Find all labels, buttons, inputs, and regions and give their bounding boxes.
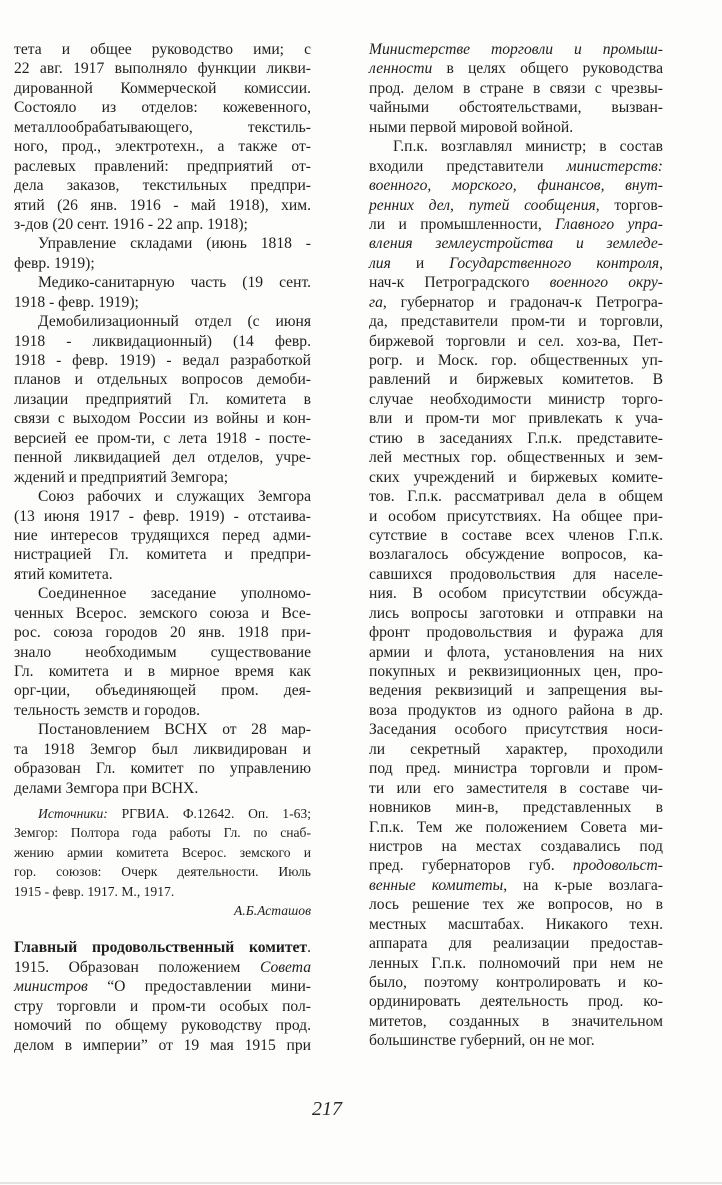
text-line: ведения реквизиций и запрещения вы- xyxy=(369,682,663,700)
text-line: под пред. министра торговли и пром- xyxy=(369,760,663,778)
text-line: митетов, созданных в значительном xyxy=(369,1012,663,1030)
text-line: ятий (26 янв. 1916 - май 1918), хим. xyxy=(14,196,311,214)
text-line: Демобилизационный отдел (с июня xyxy=(38,313,311,331)
text-line: лось решение тех же вопросов, но в xyxy=(369,896,663,914)
text-line: случае необходимости министр торго- xyxy=(369,390,663,408)
text-span: , на к-рые возлага- xyxy=(503,876,663,894)
entry-main-food-committee xyxy=(14,938,311,1055)
text-span: , торгов- xyxy=(595,196,663,214)
text-span: пред. губернаторов губ. xyxy=(369,857,573,875)
text-line: та 1918 Земгор был ликвидирован и xyxy=(14,740,311,758)
text-line: возлагалось обсуждение вопросов, ка- xyxy=(369,546,663,564)
paragraph-medical xyxy=(14,273,311,312)
italic-term: венные комитеты xyxy=(369,876,504,894)
page-number: 217 xyxy=(312,1098,342,1120)
paragraph-composition xyxy=(369,137,663,1051)
text-line: вления землеустройства и земледе- xyxy=(369,235,663,253)
text-line xyxy=(369,254,663,273)
text-span: ли и промышленности, xyxy=(369,215,556,233)
text-line: тельность земств и городов. xyxy=(14,701,201,719)
paragraph-joint-meeting xyxy=(14,584,311,720)
italic-term: военного окру- xyxy=(549,274,663,292)
text-span: “О предоставлении мини- xyxy=(87,978,311,996)
text-line: 22 авг. 1917 выполняло функции ликви- xyxy=(14,60,311,78)
text-line: стру торговли и пром-ти особых пол- xyxy=(14,997,311,1015)
text-line: да, представители пром-ти и торговли, xyxy=(369,313,663,331)
text-line: ли секретный характер, проходили xyxy=(369,740,663,758)
text-span: 1915. Образован положением xyxy=(14,958,260,976)
text-line: тета и общее руководство ими; с xyxy=(14,41,311,58)
text-line: было, поэтому контролировать и ко- xyxy=(369,974,663,991)
text-line: ленных Г.п.к. полномочий при нем не xyxy=(369,954,663,972)
text-line: военного, морского, финансов, внут- xyxy=(369,177,663,195)
text-line: ских учреждений и биржевых комите- xyxy=(369,468,663,486)
text-line: планов и отдельных вопросов демоби- xyxy=(14,371,311,389)
text-line: новников мин-в, представленных в xyxy=(369,799,663,817)
text-line xyxy=(369,215,663,234)
text-line xyxy=(369,196,663,215)
text-line: ния. В особом присутствии обсужда- xyxy=(369,585,663,603)
text-line: знало необходимым существование xyxy=(14,643,311,661)
text-line: рогр. и Моск. гор. общественных уп- xyxy=(369,352,663,369)
text-line: Министерстве торговли и промыш- xyxy=(369,41,663,58)
text-line: армии и флота, установления на них xyxy=(369,643,663,661)
text-line: пенной ликвидацией дел отделов, учре- xyxy=(14,449,311,467)
text-line: ятий комитета. xyxy=(14,565,113,583)
italic-term: га xyxy=(369,293,383,311)
text-line: дированной Коммерческой комиссии. xyxy=(14,79,311,97)
italic-term: Совета xyxy=(259,958,311,976)
left-column xyxy=(14,40,311,1055)
text-line: делом в империи” от 19 мая 1915 при xyxy=(14,1036,311,1054)
text-line: покупных и реквизиционных цен, про- xyxy=(369,663,663,680)
text-line: ченных Всерос. земского союза и Все- xyxy=(14,604,311,622)
italic-term: лия xyxy=(369,254,391,272)
text-line: орг-ции, объединяющей пром. дея- xyxy=(14,682,311,700)
text-line: связи с выходом России из войны и кон- xyxy=(14,410,311,428)
paragraph-demobilization xyxy=(14,312,311,487)
text-line: номочий по общему руководству прод. xyxy=(14,1017,311,1035)
italic-term: ренних дел, путей сообщения xyxy=(369,196,596,214)
text-line: рос. союза городов 20 янв. 1918 при- xyxy=(14,624,311,642)
text-line: раслевых правлений: предприятий от- xyxy=(14,157,311,175)
text-line: версией ее пром-ти, с лета 1918 - посте- xyxy=(14,429,311,447)
italic-term: министерств: xyxy=(566,157,663,175)
sources-archive: РГВИА. Ф.12642. Оп. 1-63; xyxy=(107,806,311,822)
text-line: большинстве губерний, он не мог. xyxy=(369,1032,595,1050)
text-line xyxy=(14,938,311,957)
text-line: (13 июня 1917 - февр. 1919) - отстаива- xyxy=(14,507,311,525)
text-line: аппарата для реализации предостав- xyxy=(369,935,663,953)
text-line: 1918 - февр. 1919) - ведал разработкой xyxy=(14,352,311,369)
heading-period: . xyxy=(307,939,311,957)
text-line: образован Гл. комитет по управлению xyxy=(14,760,311,778)
text-line: и особом присутствиях. На общее при- xyxy=(369,507,663,525)
italic-term: продовольст- xyxy=(572,857,663,875)
italic-term: министров xyxy=(14,978,88,996)
text-line: нистрацией Гл. комитета и предпри- xyxy=(14,546,311,564)
text-line: чайными обстоятельствами, вызван- xyxy=(369,99,663,117)
text-line: фронт продовольствия и фуража для xyxy=(369,624,663,642)
sources-block xyxy=(14,804,311,920)
text-line: ными первой мировой войной. xyxy=(369,118,574,136)
paragraph-warehouse xyxy=(14,234,311,273)
text-line: Г.п.к. Тем же положением Совета ми- xyxy=(369,818,663,836)
text-line xyxy=(369,59,663,78)
text-line xyxy=(14,804,311,823)
text-line xyxy=(14,977,311,996)
scan-edge xyxy=(0,1182,722,1184)
text-span: входили представители xyxy=(369,157,567,175)
paragraph-zemgor-departments xyxy=(14,40,311,234)
text-line: 1915 - февр. 1917. М., 1917. xyxy=(14,883,175,899)
text-line: нистров на местах создавались под xyxy=(369,837,663,855)
text-line: лей местных гор. общественных и зем- xyxy=(369,449,663,467)
text-line: металлообрабатывающего, текстиль- xyxy=(14,118,311,136)
text-span: , xyxy=(659,254,663,272)
right-column xyxy=(369,40,663,1051)
text-line: местных масштабах. Никакого техн. xyxy=(369,915,663,933)
paragraph-vsnkh-resolution xyxy=(14,720,311,798)
text-line: жению армии комитета Всерос. земского и xyxy=(14,844,311,860)
text-line: равлений и биржевых комитетов. В xyxy=(369,371,663,389)
text-line: воза продуктов из одного района в др. xyxy=(369,701,663,719)
text-line: Управление складами (июнь 1818 - xyxy=(38,235,311,253)
text-line: ти или его заместителя в составе чи- xyxy=(369,779,663,797)
text-line: Медико-санитарную часть (19 сент. xyxy=(38,274,311,292)
text-line: стию в заседаниях Г.п.к. представите- xyxy=(369,429,663,447)
text-line xyxy=(369,273,663,292)
text-span: нач-к Петроградского xyxy=(369,274,550,292)
text-span: в целях общего руководства xyxy=(432,60,663,78)
text-line: ординировать деятельность прод. ко- xyxy=(369,993,663,1011)
text-line: Гл. комитета и в мирное время как xyxy=(14,663,311,680)
text-line: Земгор: Полтора года работы Гл. по снаб- xyxy=(14,825,311,841)
text-line: тов. Г.п.к. рассматривал дела в общем xyxy=(369,488,663,506)
text-line: савшихся продовольствия для населе- xyxy=(369,565,663,583)
text-line: ние интересов трудящихся перед адми- xyxy=(14,526,311,544)
text-line: ного, прод., электротехн., а также от- xyxy=(14,138,311,156)
text-line: Заседания особого присутствия носи- xyxy=(369,721,663,739)
paragraph-workers-union xyxy=(14,487,311,584)
text-line xyxy=(369,856,663,875)
text-line: Состояло из отделов: кожевенного, xyxy=(14,99,311,117)
text-line: лись вопросы заготовки и отправки на xyxy=(369,604,663,622)
text-line: прод. делом в стране в связи с чрезвы- xyxy=(369,79,663,97)
text-line: Союз рабочих и служащих Земгора xyxy=(38,488,311,506)
text-line: лизации предприятий Гл. комитета в xyxy=(14,390,311,408)
text-line: 1918 - ликвидационный) (14 февр. xyxy=(14,332,311,350)
entry-heading: Главный продовольственный комитет xyxy=(14,939,308,957)
text-line xyxy=(14,958,311,977)
text-line: Соединенное заседание уполномо- xyxy=(38,585,311,603)
text-line: 1918 - февр. 1919); xyxy=(14,293,139,311)
text-line: дела заказов, текстильных предпри- xyxy=(14,177,311,195)
text-span: и xyxy=(390,254,450,272)
paragraph-continuation xyxy=(369,40,663,137)
italic-term: ленности xyxy=(369,60,433,78)
text-line: биржевой торговли и сел. хоз-ва, Пет- xyxy=(369,332,663,350)
italic-term: Государственного контроля xyxy=(449,254,660,272)
text-line: февр. 1919); xyxy=(14,254,95,272)
text-line: вли и пром-ти мог привлекать к уча- xyxy=(369,410,663,428)
text-span: , губернатор и градонач-к Петрогра- xyxy=(382,293,663,311)
text-line: Постановлением ВСНХ от 28 мар- xyxy=(38,721,311,739)
text-line xyxy=(369,876,663,895)
text-line xyxy=(369,157,663,176)
text-line: делами Земгора при ВСНХ. xyxy=(14,779,199,797)
text-line: Г.п.к. возглавлял министр; в состав xyxy=(393,138,663,156)
sources-label: Источники: xyxy=(38,806,108,822)
text-line xyxy=(369,293,663,312)
text-line: сутствие в составе всех членов Г.п.к. xyxy=(369,526,663,544)
text-line: гор. союзов: Очерк деятельности. Июль xyxy=(14,864,311,880)
text-line: ждений и предприятий Земгора; xyxy=(14,468,229,486)
author-signature: А.Б.Асташов xyxy=(234,903,311,919)
text-line: з-дов (20 сент. 1916 - 22 апр. 1918); xyxy=(14,215,248,233)
italic-term: Главного упра- xyxy=(555,215,663,233)
